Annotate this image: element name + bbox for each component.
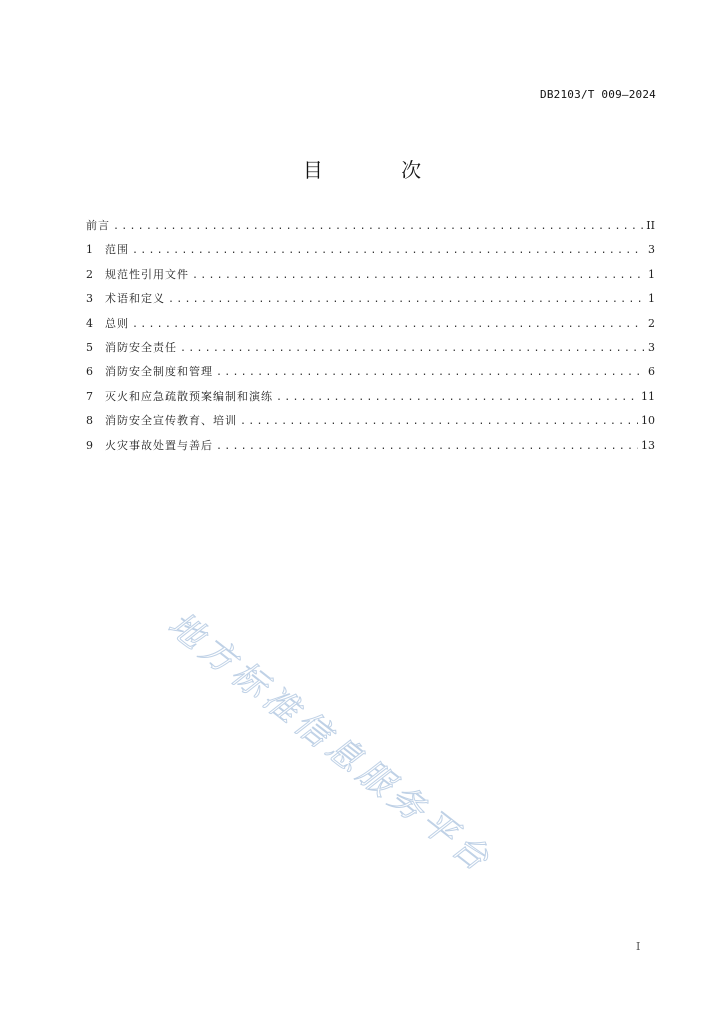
toc-entry-6[interactable] xyxy=(86,363,655,387)
toc-entry-label: 火灾事故处置与善后 xyxy=(105,438,213,452)
watermark: 地方标准信息服务平台 xyxy=(160,604,501,883)
toc-entry-1[interactable] xyxy=(86,241,655,265)
toc-entry-page: 3 xyxy=(648,340,655,354)
toc-entry-label: 术语和定义 xyxy=(105,292,165,306)
toc-entry-page: 10 xyxy=(641,414,655,428)
toc-entry-label: 总则 xyxy=(105,316,129,330)
toc-entry-2[interactable] xyxy=(86,266,655,290)
toc-dot-leader xyxy=(113,221,643,232)
toc-entry-number: 7 xyxy=(86,389,93,403)
toc-entry-4[interactable] xyxy=(86,315,655,339)
toc-entry-page: 3 xyxy=(648,243,655,257)
toc-entry-page: II xyxy=(646,219,655,232)
toc-entry-foreword[interactable] xyxy=(86,217,655,241)
toc-dot-leader xyxy=(216,367,644,378)
toc-entry-number: 6 xyxy=(86,365,93,379)
toc-entry-page: 11 xyxy=(641,389,655,403)
toc-dot-leader xyxy=(276,392,638,403)
document-id: DB2103/T 009—2024 xyxy=(540,88,656,101)
toc-entry-number: 9 xyxy=(86,438,93,452)
toc-entry-label: 消防安全宣传教育、培训 xyxy=(105,414,237,428)
toc-entry-label: 范围 xyxy=(105,243,129,257)
toc-entry-number: 8 xyxy=(86,414,93,428)
toc-entry-label: 前言 xyxy=(86,219,110,232)
toc-dot-leader xyxy=(192,270,644,281)
toc-entry-page: 1 xyxy=(648,267,655,281)
toc-dot-leader xyxy=(168,294,644,305)
toc-entry-8[interactable] xyxy=(86,412,655,436)
toc-entry-number: 5 xyxy=(86,340,93,354)
toc-dot-leader xyxy=(216,441,638,452)
toc-entry-9[interactable] xyxy=(86,437,655,461)
toc-entry-3[interactable] xyxy=(86,290,655,314)
toc-entry-label: 消防安全制度和管理 xyxy=(105,365,213,379)
toc-entry-5[interactable] xyxy=(86,339,655,363)
toc-entry-number: 3 xyxy=(86,292,93,306)
table-of-contents xyxy=(86,217,655,461)
toc-dot-leader xyxy=(240,416,638,427)
toc-dot-leader xyxy=(132,245,644,256)
toc-entry-7[interactable] xyxy=(86,388,655,412)
toc-entry-label: 规范性引用文件 xyxy=(105,267,189,281)
toc-dot-leader xyxy=(132,319,644,330)
toc-entry-page: 2 xyxy=(648,316,655,330)
toc-entry-number: 1 xyxy=(86,243,93,257)
page-number: I xyxy=(636,940,641,953)
toc-entry-number: 4 xyxy=(86,316,93,330)
toc-entry-label: 灭火和应急疏散预案编制和演练 xyxy=(105,389,273,403)
toc-entry-number: 2 xyxy=(86,267,93,281)
toc-entry-label: 消防安全责任 xyxy=(105,340,177,354)
toc-entry-page: 13 xyxy=(641,438,655,452)
toc-entry-page: 6 xyxy=(648,365,655,379)
toc-entry-page: 1 xyxy=(648,292,655,306)
page-title: 目 次 xyxy=(302,158,458,182)
toc-dot-leader xyxy=(180,343,644,354)
